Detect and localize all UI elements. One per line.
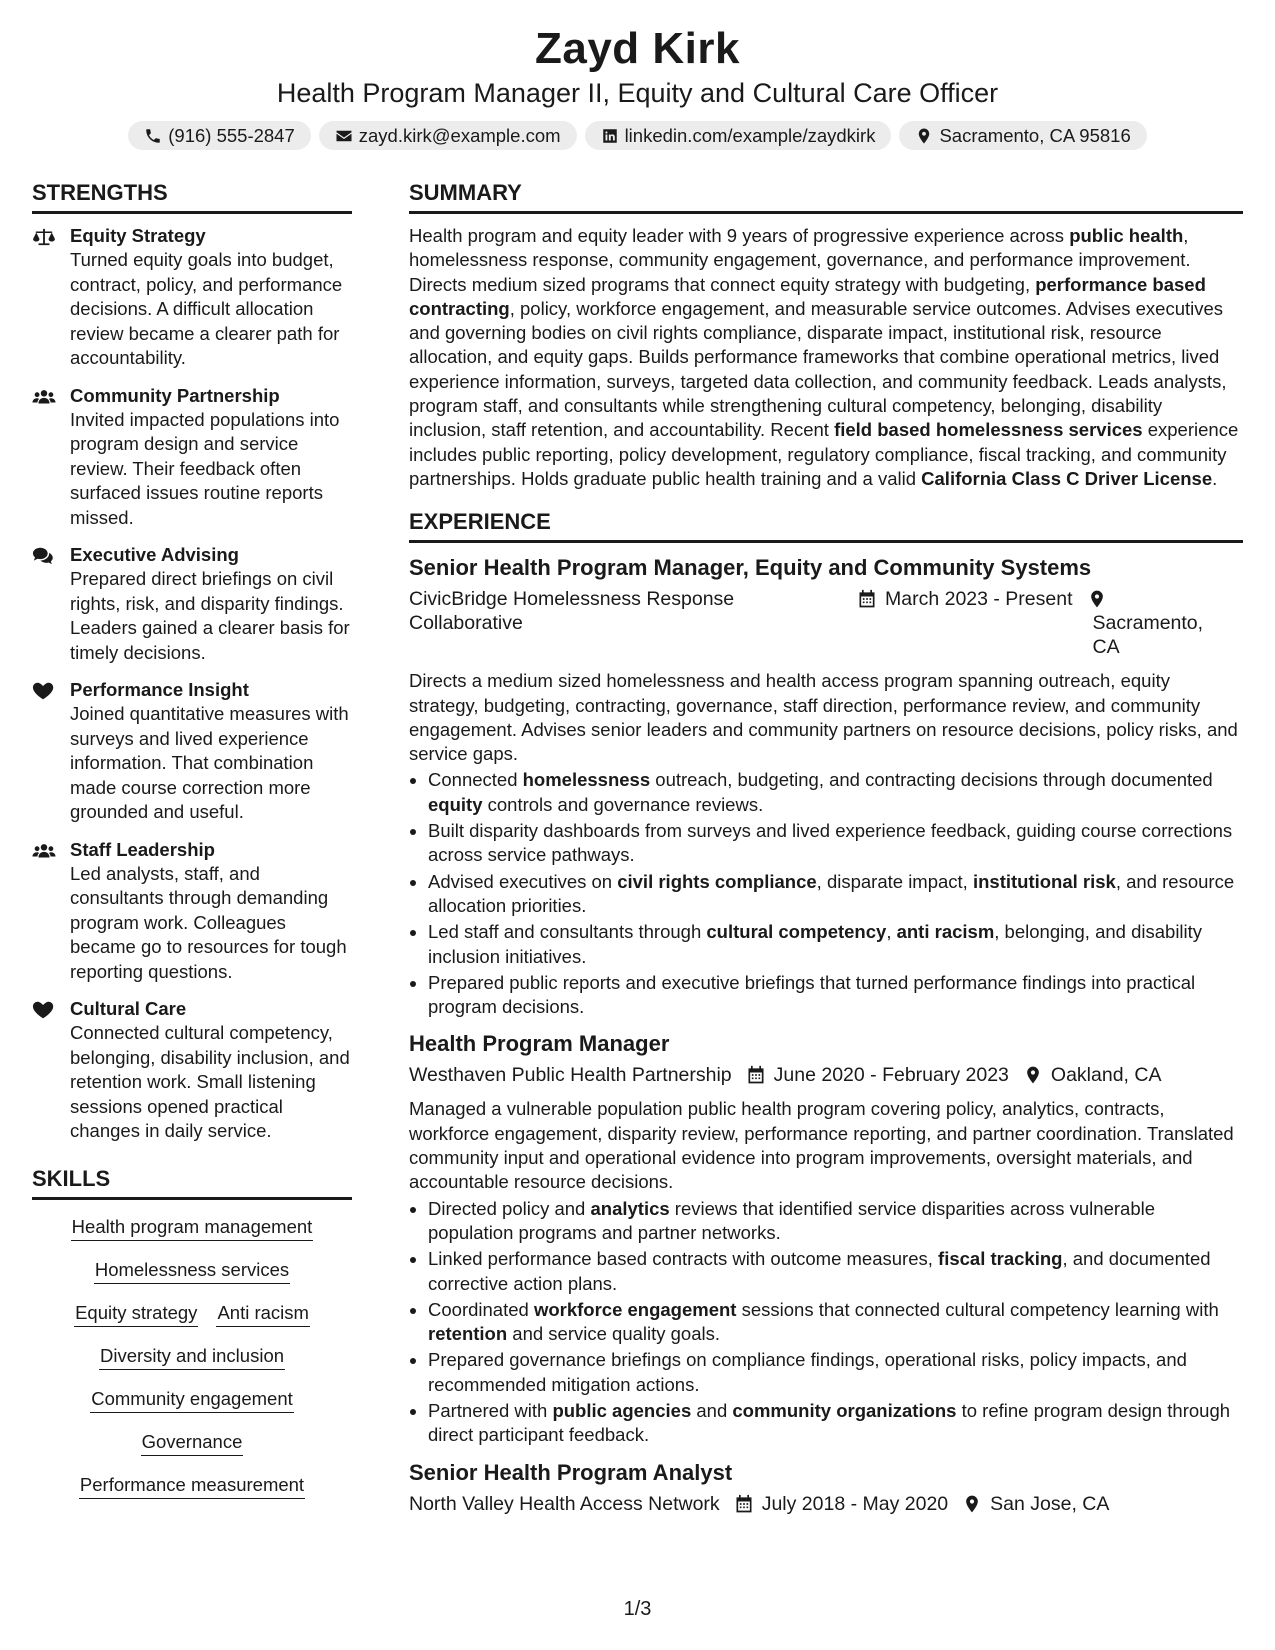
contact-location[interactable]: [899, 121, 1146, 150]
job-company-text: CivicBridge Homelessness Response Collaborative: [409, 588, 735, 635]
envelope-icon: [335, 127, 353, 145]
skill-row: [32, 1257, 352, 1284]
strength-item: [32, 543, 352, 665]
summary-text: [409, 224, 1243, 491]
job-description: Managed a vulnerable population public health program covering policy, analytics, contracts, workforce engagement, disparity review, performance reporting, and partner coordination. Translated community input and operational evidence into program improvements, oversight materials, and accountable resource decisions.: [409, 1098, 1234, 1193]
text-segment: , and documented corrective action plans.: [428, 1248, 1211, 1294]
text-segment: Partnered with: [428, 1399, 553, 1421]
text-segment: .: [1212, 467, 1218, 489]
skill-tag: Homelessness services: [94, 1257, 290, 1284]
comments-icon: [32, 546, 56, 566]
job-entry: [409, 553, 1243, 1019]
strength-text: Joined quantitative measures with surveys and lived experience information. That combination made course correction more grounded and useful.: [70, 703, 349, 822]
job-bullet: [428, 1348, 1243, 1397]
text-segment: Advised executives on: [428, 870, 618, 892]
bold-text: performance based contracting: [409, 273, 1206, 319]
skill-row: [32, 1472, 352, 1499]
bold-text: field based homelessness services: [834, 419, 1143, 441]
calendar-icon: [746, 1065, 766, 1085]
left-column: [32, 178, 352, 1515]
job-bullet: [428, 1247, 1243, 1296]
bold-text: equity: [428, 793, 483, 815]
job-bullet: [428, 1399, 1243, 1448]
job-dates: [857, 587, 1073, 611]
bold-text: civil rights compliance: [617, 870, 817, 892]
bold-text: workforce engagement: [533, 1298, 737, 1320]
summary-heading: SUMMARY: [409, 178, 1243, 214]
skill-row: [32, 1386, 352, 1413]
experience-heading: EXPERIENCE: [409, 507, 1243, 543]
job-bullet: [428, 819, 1243, 868]
job-bullets: [409, 1197, 1243, 1448]
strengths-heading: STRENGTHS: [32, 178, 352, 214]
text-segment: to refine program design through direct participant feedback.: [428, 1399, 1231, 1446]
job-bullet: [428, 920, 1243, 969]
bold-text: analytics: [590, 1197, 670, 1219]
text-segment: and: [691, 1399, 733, 1421]
bold-text: homelessness: [522, 769, 651, 791]
candidate-title: Health Program Manager II, Equity and Cultural Care Officer: [276, 78, 999, 108]
job-description: Directs a medium sized homelessness and health access program spanning outreach, equity strategy, budgeting, contracting, governance, staff direction, performance review, and community engagement. Advises senior leaders and community partners on resource decisions, policy risks, and service gaps.: [409, 670, 1238, 765]
bold-text: public agencies: [552, 1399, 692, 1421]
skills-list: [32, 1210, 352, 1499]
right-column: [409, 178, 1243, 1526]
strength-heading: Cultural Care: [70, 998, 187, 1019]
job-meta: [409, 1063, 1243, 1087]
text-segment: ,: [886, 921, 897, 943]
strength-heading: Performance Insight: [70, 679, 249, 700]
calendar-icon: [734, 1494, 754, 1514]
job-location: [1087, 587, 1207, 659]
contact-phone-text: (916) 555-2847: [168, 125, 295, 146]
text-segment: Health program and equity leader with 9 years of progressive experience across: [409, 225, 1070, 246]
skill-row: [32, 1300, 352, 1327]
strength-item: [32, 384, 352, 531]
bold-text: fiscal tracking: [938, 1248, 1063, 1270]
job-dates: [746, 1063, 1009, 1087]
bold-text: anti racism: [896, 921, 995, 943]
text-segment: outreach, budgeting, and contracting decisions through documented: [650, 769, 1213, 791]
job-bullet: [428, 1197, 1243, 1246]
job-title: Senior Health Program Analyst: [409, 1459, 733, 1485]
bold-text: retention: [428, 1323, 508, 1345]
bold-text: California Class C Driver License: [921, 467, 1213, 489]
skills-section: [32, 1164, 352, 1499]
strength-text: Turned equity goals into budget, contract, policy, and performance decisions. A difficult allocation review became a clearer path for accountability.: [70, 249, 343, 368]
text-segment: Prepared public reports and executive briefings that turned performance findings into practical program decisions.: [428, 971, 1196, 1018]
text-segment: reviews that identified service disparities across vulnerable population programs and partner networks.: [428, 1197, 1156, 1243]
job-location: [962, 1492, 1109, 1516]
job-location: [1023, 1063, 1162, 1087]
candidate-name: Zayd Kirk: [534, 24, 740, 73]
contact-phone[interactable]: [128, 121, 311, 150]
job-bullet: [428, 768, 1243, 817]
job-company: [409, 1063, 732, 1087]
job-location-text: San Jose, CA: [990, 1492, 1110, 1515]
contact-email[interactable]: [319, 121, 577, 150]
map-pin-icon: [915, 127, 933, 145]
job-bullet: [428, 1298, 1243, 1347]
bold-text: institutional risk: [972, 870, 1116, 892]
skill-row: [32, 1214, 352, 1241]
skill-row: [32, 1343, 352, 1370]
resume-header: [0, 22, 1275, 150]
job-company: [409, 587, 839, 635]
bold-text: public health: [1069, 225, 1184, 246]
job-bullet: [428, 971, 1243, 1020]
text-segment: , and resource allocation priorities.: [428, 870, 1235, 916]
text-segment: , disparate impact,: [816, 870, 973, 892]
job-company-text: Westhaven Public Health Partnership: [409, 1064, 732, 1087]
strength-text: Prepared direct briefings on civil rights, risk, and disparity findings. Leaders gained a clearer basis for timely decisions.: [70, 568, 350, 663]
job-dates: [734, 1492, 948, 1516]
skill-row: [32, 1429, 352, 1456]
text-segment: , belonging, and disability inclusion initiatives.: [428, 921, 1203, 967]
strength-item: [32, 838, 352, 985]
skill-tag: Community engagement: [90, 1386, 294, 1413]
job-dates-text: March 2023 - Present: [885, 588, 1073, 611]
strength-text: Led analysts, staff, and consultants through demanding program work. Colleagues became go to resources for tough reporting questions.: [70, 862, 347, 982]
job-dates-text: June 2020 - February 2023: [773, 1064, 1009, 1087]
map-pin-icon: [1023, 1065, 1043, 1085]
text-segment: experience includes public reporting, policy development, regulatory compliance, fiscal tracking, and community partnerships. Holds graduate public health training and a valid: [409, 419, 1239, 489]
contact-linkedin-text: linkedin.com/example/zaydkirk: [624, 125, 876, 146]
heart-icon: [32, 1000, 56, 1020]
strength-item: [32, 678, 352, 825]
job-location-text: Oakland, CA: [1050, 1064, 1162, 1087]
strength-item: [32, 997, 352, 1144]
job-title: Health Program Manager: [409, 1031, 670, 1057]
job-company: [409, 1492, 720, 1516]
text-segment: Led staff and consultants through: [428, 921, 707, 943]
job-title: Senior Health Program Manager, Equity and Community Systems: [409, 555, 1092, 581]
users-icon: [32, 841, 56, 861]
map-pin-icon: [962, 1494, 982, 1514]
scale-icon: [32, 227, 56, 247]
contact-email-text: zayd.kirk@example.com: [358, 125, 561, 146]
text-segment: sessions that connected cultural competency learning with: [736, 1298, 1219, 1320]
bold-text: cultural competency: [706, 921, 887, 943]
strength-item: [32, 224, 352, 371]
job-entry: [409, 1458, 1243, 1516]
skill-tag: Anti racism: [216, 1300, 310, 1327]
job-location-text: Sacramento, CA: [1092, 612, 1204, 659]
linkedin-icon: [601, 127, 619, 145]
text-segment: Directed policy and: [428, 1197, 591, 1219]
skill-tag: Health program management: [71, 1214, 314, 1241]
text-segment: Connected: [428, 769, 523, 791]
page-number: 1/3: [623, 1598, 652, 1620]
map-pin-icon: [1087, 589, 1107, 609]
contact-bar: [0, 121, 1275, 150]
job-entry: [409, 1029, 1243, 1447]
job-list: [409, 553, 1243, 1515]
strength-heading: Equity Strategy: [70, 225, 206, 246]
skill-tag: Performance measurement: [79, 1472, 305, 1499]
bold-text: community organizations: [732, 1399, 957, 1421]
strength-text: Invited impacted populations into program design and service review. Their feedback often surfaced issues routine reports missed.: [70, 408, 340, 528]
text-segment: controls and governance reviews.: [482, 793, 764, 815]
job-meta: [409, 1492, 1243, 1516]
job-meta: [409, 587, 1243, 659]
calendar-icon: [857, 589, 877, 609]
skill-tag: Diversity and inclusion: [99, 1343, 285, 1370]
text-segment: , policy, workforce engagement, and measurable service outcomes. Advises executives and governing bodies on civil rights compliance, disparate impact, institutional risk, resource allocation, and equity gaps. Builds performance frameworks that combine operational metrics, lived experience information, surveys, targeted data collection, and community feedback. Leads analysts, program staff, and consultants while strengthening cultural competency, belonging, disability inclusion, staff retention, and accountability. Recent: [409, 297, 1227, 441]
text-segment: Built disparity dashboards from surveys and lived experience feedback, guiding course corrections across service pathways.: [428, 820, 1233, 866]
contact-linkedin[interactable]: [585, 121, 892, 150]
job-bullet: [428, 870, 1243, 919]
skill-tag: Governance: [141, 1429, 244, 1456]
skill-tag: Equity strategy: [74, 1300, 198, 1327]
users-icon: [32, 387, 56, 407]
heart-icon: [32, 681, 56, 701]
strength-heading: Executive Advising: [70, 544, 239, 565]
strength-heading: Staff Leadership: [70, 838, 215, 860]
job-company-text: North Valley Health Access Network: [409, 1492, 720, 1515]
text-segment: Coordinated: [428, 1298, 534, 1320]
text-segment: and service quality goals.: [507, 1323, 721, 1345]
job-dates-text: July 2018 - May 2020: [761, 1492, 949, 1515]
job-bullets: [409, 768, 1243, 1019]
experience-section: [409, 507, 1243, 1515]
text-segment: , homelessness response, community engagement, governance, and performance improvement. Directs medium sized programs that connect equity strategy with budgeting,: [409, 225, 1191, 295]
contact-location-text: Sacramento, CA 95816: [939, 125, 1131, 146]
strength-text: Connected cultural competency, belonging, disability inclusion, and retention work. Small listening sessions opened practical changes in daily service.: [70, 1022, 350, 1141]
skills-heading: SKILLS: [32, 1164, 352, 1200]
text-segment: Prepared governance briefings on compliance findings, operational risks, policy impacts, and recommended mitigation actions.: [428, 1349, 1187, 1395]
text-segment: Linked performance based contracts with outcome measures,: [428, 1248, 939, 1270]
strength-heading: Community Partnership: [70, 384, 280, 406]
phone-icon: [144, 127, 162, 145]
